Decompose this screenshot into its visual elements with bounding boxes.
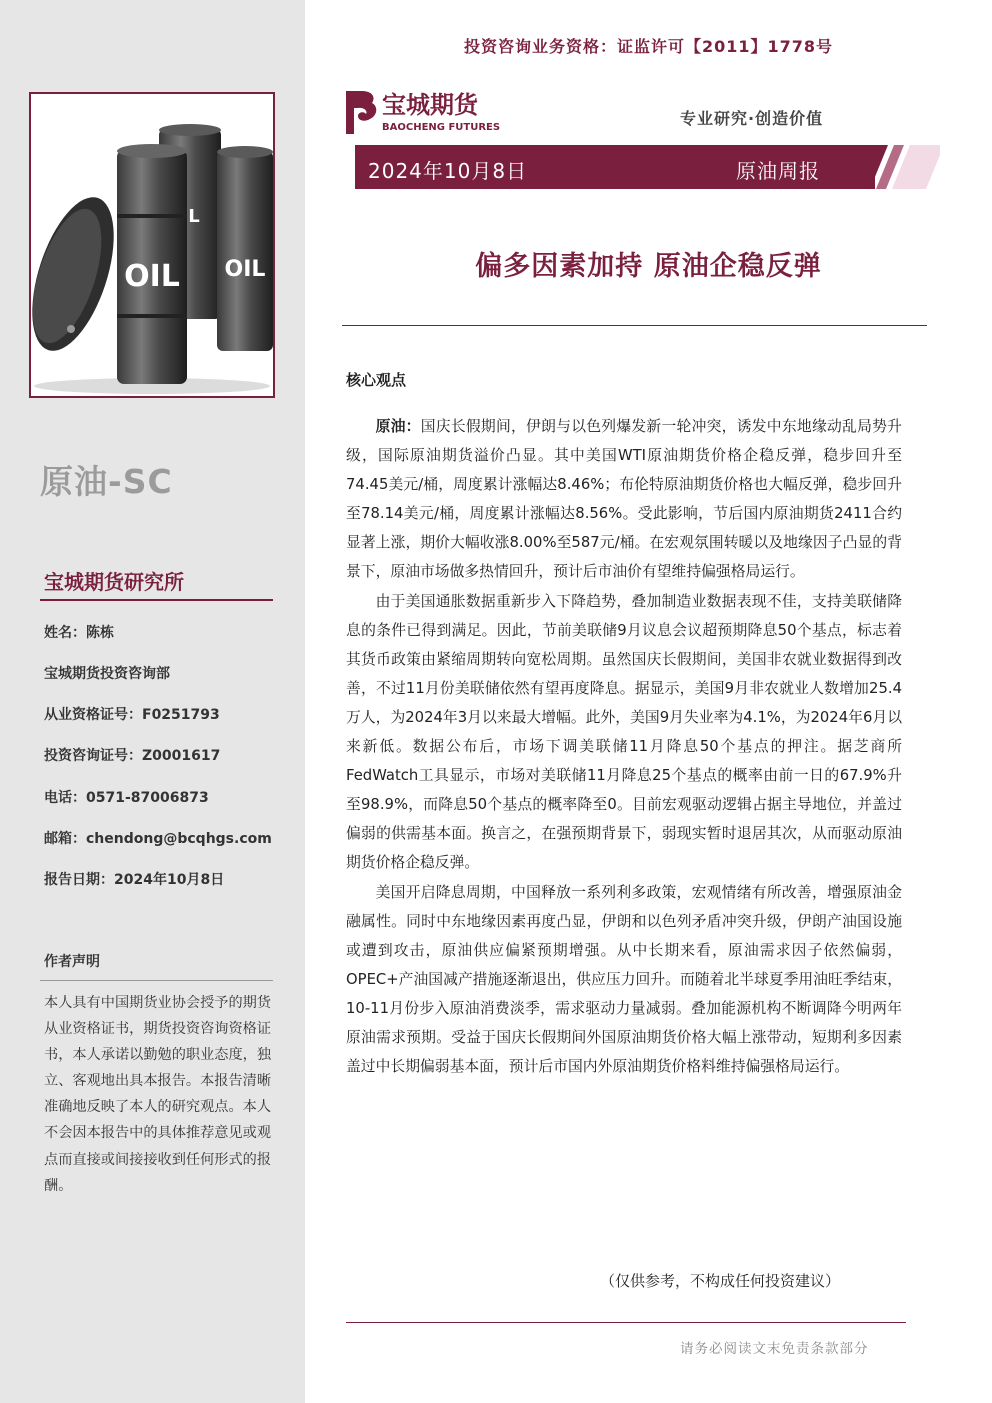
qualification-number: 从业资格证号：F0251793: [44, 707, 220, 723]
declaration-body: 本人具有中国期货业协会授予的期货从业资格证书，期货投资咨询资格证书，本人承诺以勤勉的职业态度，独立、客观地出具本报告。本报告清晰准确地反映了本人的研究观点。本人不会因本报告中的具体推荐意见或观点而直接或间接接收到任何形式的报酬。: [44, 995, 272, 1194]
consulting-number: 投资咨询证号：Z0001617: [44, 748, 221, 764]
declaration-title: 作者声明: [44, 954, 100, 970]
qualification-line: 投资咨询业务资格：证监许可【2011】1778号: [463, 37, 834, 56]
product-title: 原油-SC: [40, 462, 173, 501]
disclaimer: （仅供参考，不构成任何投资建议）: [600, 1272, 841, 1290]
slogan: 专业研究·创造价值: [680, 109, 824, 128]
paragraph-1-text: 国庆长假期间，伊朗与以色列爆发新一轮冲突，诱发中东地缘动乱局势升级，国际原油期货溢价凸显。其中美国WTI原油期货价格企稳反弹，稳步回升至74.45美元/桶，周度累计涨幅达8.46%；布伦特原油期货价格也大幅反弹，稳步回升至78.14美元/桶，周度累计涨幅达8.56%。受此影响，节后国内原油期货2411合约显著上涨，期价大幅收涨8.00%至587元/桶。在宏观氛围转暖以及地缘因子凸显的背景下，原油市场做多热情回升，预计后市油价有望维持偏强格局运行。: [346, 418, 902, 581]
report-headline: 偏多因素加持 原油企稳反弹: [475, 251, 822, 282]
phone: 电话：0571-87006873: [44, 790, 209, 806]
logo-text-cn: 宝城期货: [382, 90, 478, 119]
barrel-label-back: L: [188, 206, 200, 227]
institute-divider: [40, 599, 273, 601]
paragraph-3: 美国开启降息周期，中国释放一系列利多政策，宏观情绪有所改善，增强原油金融属性。同时中东地缘因素再度凸显，伊朗和以色列矛盾冲突升级，伊朗产油国设施或遭到攻击，原油供应偏紧预期增强。从中长期来看，原油需求因子依然偏弱，OPEC+产油国减产措施逐渐退出，供应压力回升。而随着北半球夏季用油旺季结束，10-11月份步入原油消费淡季，需求驱动力量减弱。叠加能源机构不断调降今明两年原油需求预期。受益于国庆长假期间外国原油期货价格大幅上涨带动，短期利多因素盖过中长期偏弱基本面，预计后市国内外原油期货价格料维持偏强格局运行。: [346, 883, 902, 1076]
sidebar: [0, 0, 305, 1403]
oil-barrels-image: [29, 92, 275, 398]
email[interactable]: 邮箱：chendong@bcqhgs.com: [44, 831, 272, 847]
barrel-label-oil-front: OIL: [124, 259, 180, 294]
logo-text-en: BAOCHENG FUTURES: [382, 122, 501, 133]
banner-date: 2024年10月8日: [368, 159, 528, 183]
paragraph-2: 由于美国通胀数据重新步入下降趋势，叠加制造业数据表现不佳，支持美联储降息的条件已得到满足。因此，节前美联储9月议息会议超预期降息50个基点，标志着其货币政策由紧缩周期转向宽松周期。虽然国庆长假期间，美国非农就业数据得到改善，不过11月份美联储依然有望再度降息。据显示，美国9月非农就业人数增加25.4万人，为2024年3月以来最大增幅。此外，美国9月失业率为4.1%，为2024年6月以来新低。数据公布后，市场下调美联储11月降息50个基点的押注。据芝商所FedWatch工具显示，市场对美联储11月降息25个基点的概率由前一日的67.9%升至98.9%，而降息50个基点的概率降至0。目前宏观驱动逻辑占据主导地位，并盖过偏弱的供需基本面。换言之，在强预期背景下，弱现实暂时退居其次，从而驱动原油期货价格企稳反弹。: [346, 592, 902, 872]
author-name: 姓名：陈栋: [44, 625, 114, 641]
declaration-divider: [40, 980, 273, 981]
institute-name: 宝城期货研究所: [44, 570, 184, 594]
banner-report-type: 原油周报: [736, 159, 820, 183]
core-view-label: 核心观点: [346, 371, 407, 389]
banner-stripes: [860, 145, 940, 189]
footer-note: 请务必阅读文末免责条款部分: [680, 1341, 869, 1357]
headline-divider: [342, 325, 927, 326]
paragraph-1-lead: 原油：: [375, 418, 421, 435]
department: 宝城期货投资咨询部: [44, 666, 170, 682]
company-logo: [340, 87, 510, 139]
report-date: 报告日期：2024年10月8日: [44, 872, 225, 888]
barrel-label-oil-right: OIL: [224, 257, 266, 282]
logo-mark-icon: [346, 91, 376, 134]
report-body: [346, 412, 902, 1081]
bottom-divider: [346, 1322, 906, 1323]
paragraph-1: [346, 412, 902, 587]
